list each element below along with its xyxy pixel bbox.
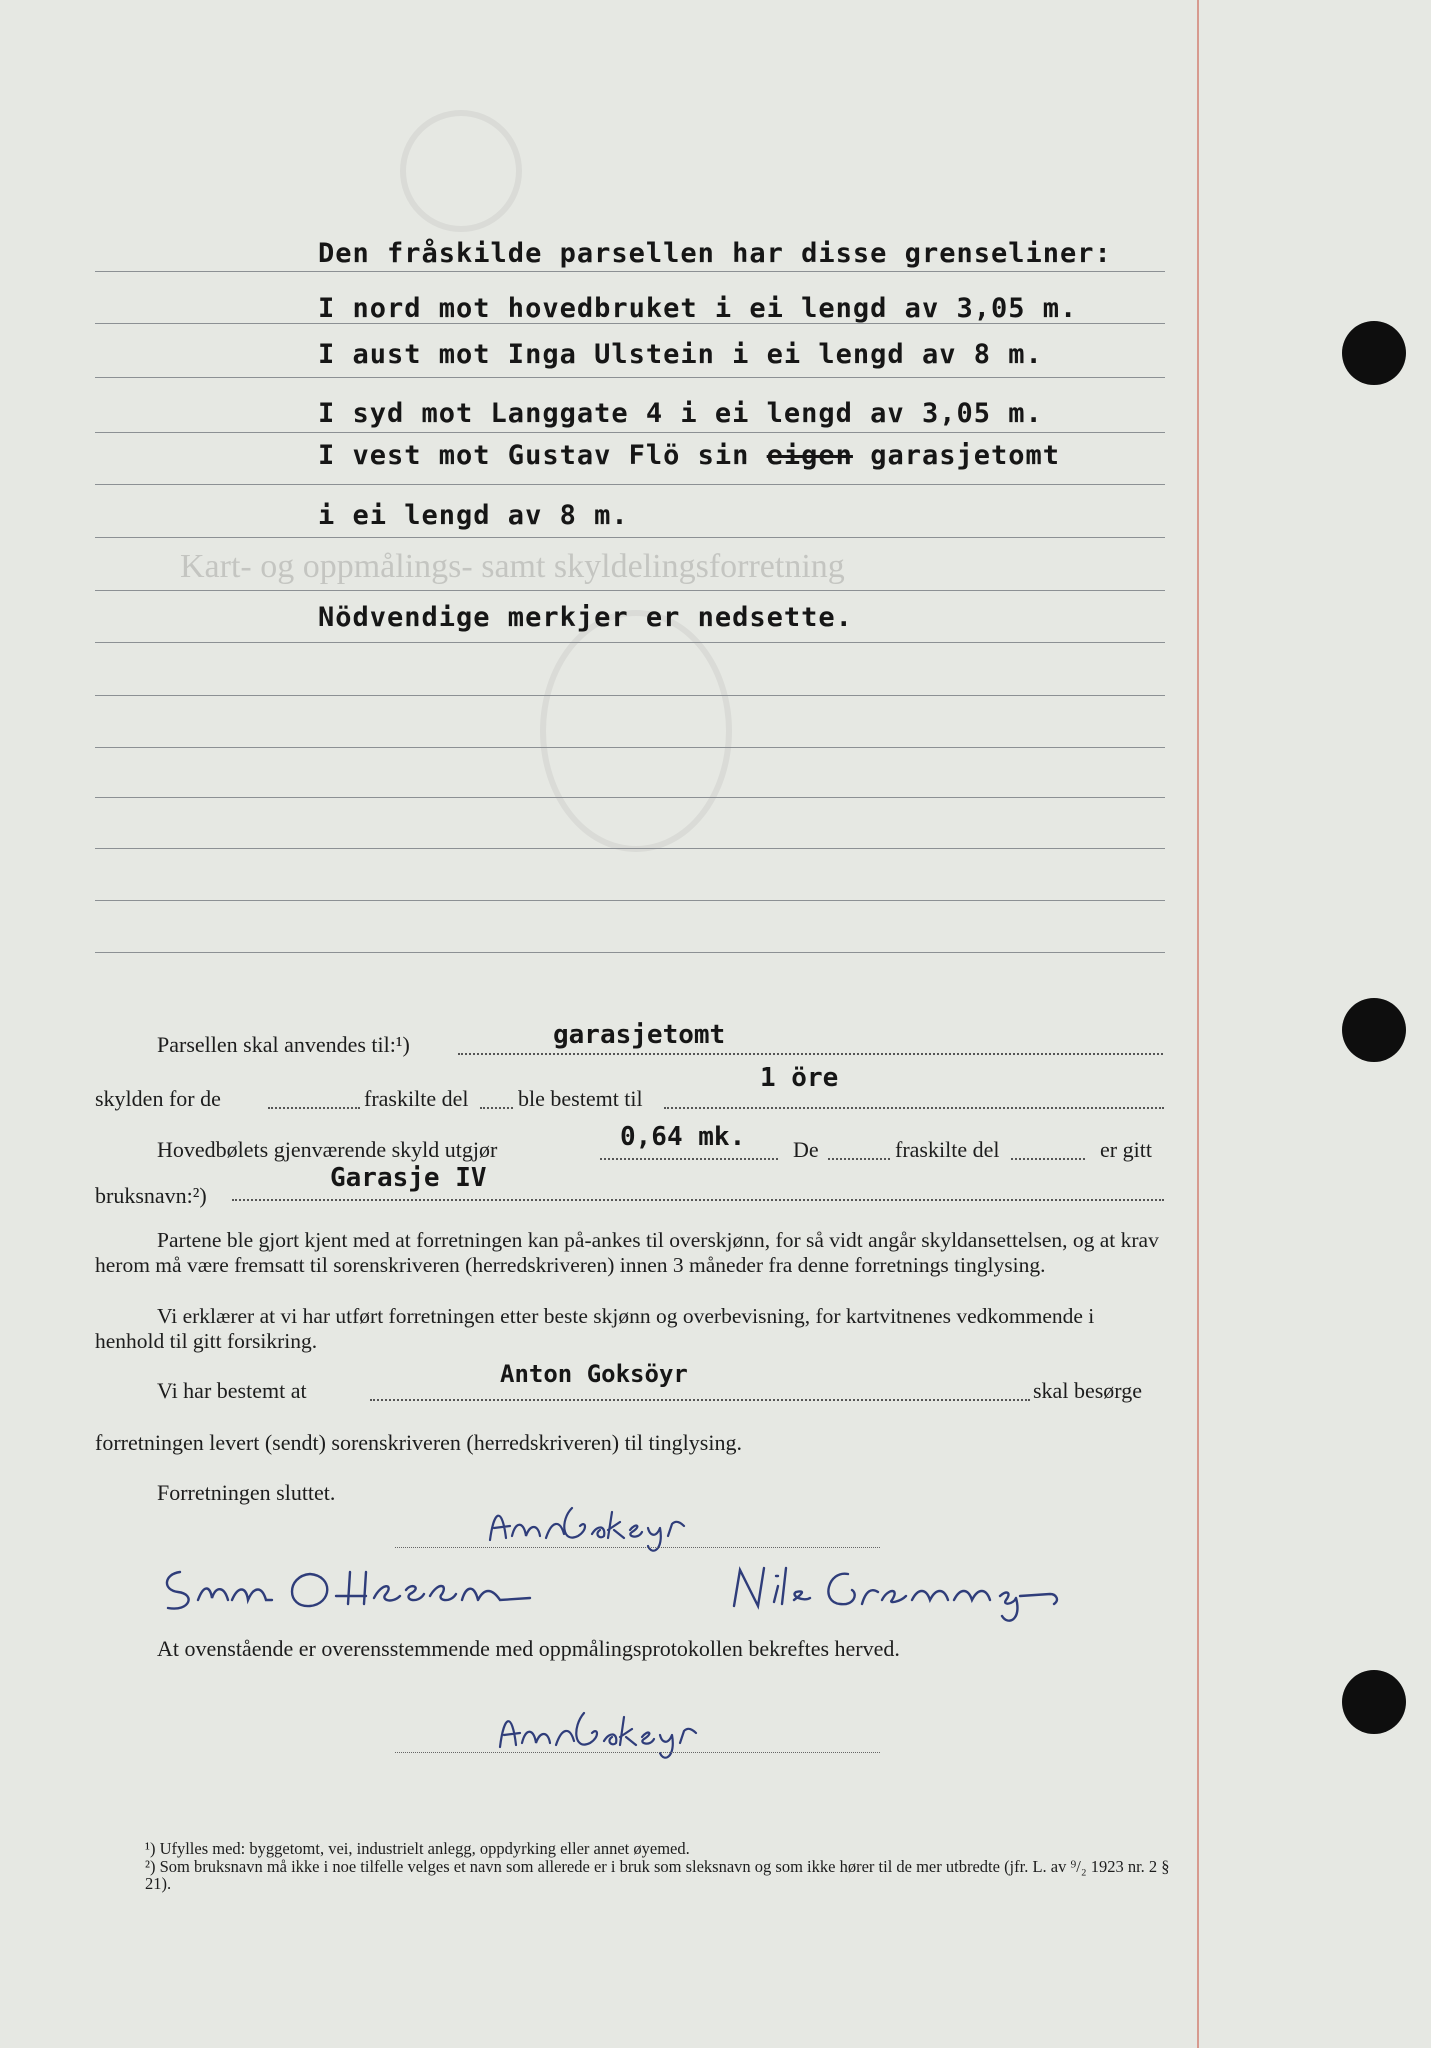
skylden-dotted-line-b <box>480 1107 513 1109</box>
signature-left <box>160 1560 560 1620</box>
parsell-dotted-line <box>458 1053 1163 1055</box>
footnote-2: ²) Som bruksnavn må ikke i noe tilfelle velges et navn som allerede er i bruk som sleksnavn og som ikke hører til de mer utbredte (jfr. L. av ⁹/₂ 1923 nr. 2 § 21). <box>145 1857 1170 1893</box>
skylden-value: 1 öre <box>760 1063 839 1093</box>
ruled-line <box>95 695 1165 696</box>
boundary-line-west-continuation: i ei lengd av 8 m. <box>318 500 629 531</box>
boundary-line-north: I nord mot hovedbruket i ei lengd av 3,05 m. <box>318 293 1078 324</box>
hovedbol-dotted-line <box>600 1158 778 1160</box>
ruled-line <box>95 377 1165 378</box>
signature-line-confirm <box>395 1752 880 1753</box>
bruksnavn-value: Garasje IV <box>330 1163 487 1193</box>
footnote-1: ¹) Ufylles med: byggetomt, vei, industrielt anlegg, oppdyrking eller annet øyemed. <box>145 1839 690 1858</box>
parsell-label: Parsellen skal anvendes til:¹) <box>157 1032 410 1057</box>
boundary-marks-line: Nödvendige merkjer er nedsette. <box>318 602 853 633</box>
west-line-end: garasjetomt <box>870 440 1061 471</box>
ruled-line <box>95 484 1165 485</box>
er-gitt-label: er gitt <box>1100 1137 1152 1162</box>
de-dotted-line <box>828 1158 890 1160</box>
signature-first <box>480 1500 700 1550</box>
punch-hole-bottom <box>1342 1670 1406 1734</box>
bestemt-dotted-line <box>370 1399 1030 1401</box>
ruled-line <box>95 900 1165 901</box>
skylden-dotted-line-c <box>664 1107 1164 1109</box>
skylden-label-b: fraskilte del <box>364 1086 469 1111</box>
parsell-value: garasjetomt <box>553 1020 726 1050</box>
boundary-line-west <box>318 440 1060 471</box>
appeal-paragraph: Partene ble gjort kjent med at forretningen kan på-ankes til overskjønn, for så vidt angår skyldansettelsen, og at krav herom må være fremsatt til sorenskriveren (herredskriveren) innen 3 måneder fra denne forretnings tinglysing. <box>95 1228 1159 1277</box>
boundary-line-east: I aust mot Inga Ulstein i ei lengd av 8 m. <box>318 339 1043 370</box>
ruled-line <box>95 432 1165 433</box>
fraskilte-label: fraskilte del <box>895 1137 1000 1162</box>
signature-confirm <box>490 1705 720 1755</box>
bleed-through-stamp-middle <box>540 610 732 852</box>
bleed-through-title: Kart- og oppmålings- samt skyldelingsforretning <box>180 548 845 585</box>
signature-line-first <box>395 1547 880 1548</box>
boundary-line-south: I syd mot Langgate 4 i ei lengd av 3,05 m. <box>318 398 1043 429</box>
struck-word: eigen <box>766 440 853 471</box>
skylden-label-a: skylden for de <box>95 1086 221 1111</box>
ruled-line <box>95 797 1165 798</box>
ruled-line <box>95 537 1165 538</box>
sluttet-line: Forretningen sluttet. <box>157 1480 336 1505</box>
skylden-label-c: ble bestemt til <box>518 1086 643 1111</box>
bestemt-value: Anton Goksöyr <box>500 1360 688 1388</box>
signature-right <box>710 1560 1110 1630</box>
levert-line: forretningen levert (sendt) sorenskriveren (herredskriveren) til tinglysing. <box>95 1430 742 1455</box>
bleed-through-stamp-top <box>400 110 522 232</box>
boundary-heading: Den fråskilde parsellen har disse grenseliner: <box>318 238 1112 269</box>
ruled-line <box>95 642 1165 643</box>
ruled-line <box>95 271 1165 272</box>
ruled-line <box>95 952 1165 953</box>
punch-hole-middle <box>1342 998 1406 1062</box>
skylden-dotted-line-a <box>268 1107 360 1109</box>
de-label: De <box>793 1137 819 1162</box>
bruksnavn-label: bruksnavn:²) <box>95 1183 207 1208</box>
bruksnavn-dotted-line <box>232 1199 1164 1201</box>
west-line-start: I vest mot Gustav Flö sin <box>318 440 750 471</box>
margin-rule <box>1197 0 1199 2048</box>
confirmation-line: At ovenstående er overensstemmende med oppmålingsprotokollen bekreftes herved. <box>157 1636 900 1661</box>
ruled-line <box>95 848 1165 849</box>
ruled-line <box>95 747 1165 748</box>
ruled-line <box>95 590 1165 591</box>
punch-hole-top <box>1342 321 1406 385</box>
bestemt-label: Vi har bestemt at <box>157 1378 307 1403</box>
hovedbol-value: 0,64 mk. <box>620 1122 746 1152</box>
declaration-paragraph: Vi erklærer at vi har utført forretningen etter beste skjønn og overbevisning, for kartvitnenes vedkommende i henhold til gitt forsikring. <box>95 1304 1095 1353</box>
fraskilte-dotted-line <box>1011 1158 1085 1160</box>
besorge-label: skal besørge <box>1033 1378 1142 1403</box>
hovedbol-label: Hovedbølets gjenværende skyld utgjør <box>157 1137 498 1162</box>
